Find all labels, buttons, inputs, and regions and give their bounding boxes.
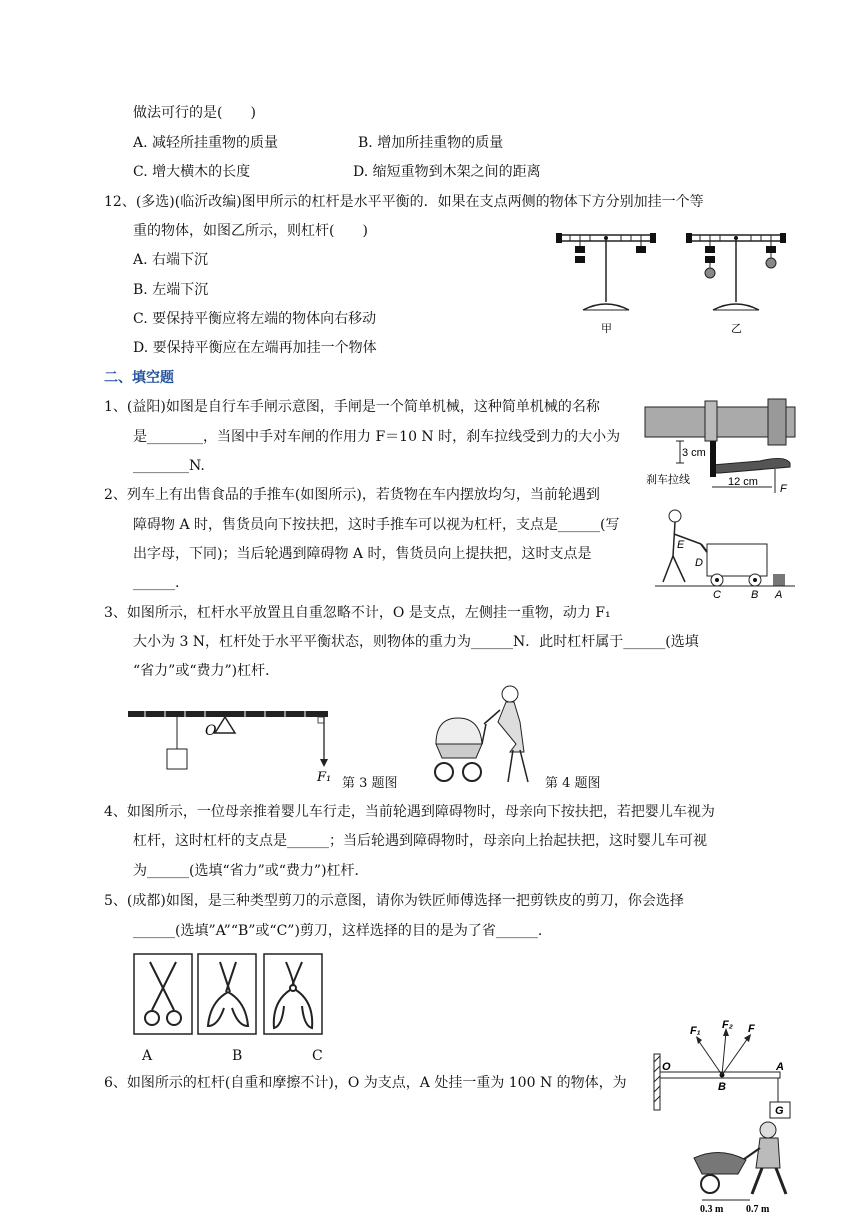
label-yi: 乙 [731,323,742,335]
brake-3cm: 3 cm [682,447,706,459]
l6-a-label: A [776,1061,784,1073]
l6-f2-label: F₂ [722,1019,733,1031]
fill-3: 3、如图所示，杠杆水平放置且自重忽略不计，O 是支点，左侧挂一重物，动力 F₁ [104,605,611,621]
caption-q3: 第 3 题图 [342,776,398,791]
balance-yi [686,233,786,310]
fill-3-cont2: “省力”或“费力”)杠杆． [133,663,280,679]
fill-2-cont3: ______. [133,575,180,591]
lever-f1-label: F₁ [317,770,332,785]
scissors-label-a: A [142,1048,153,1064]
question-12-cont: 重的物体，如图乙所示，则杠杆( ) [133,223,368,239]
fill-4-cont: 杠杆，这时杠杆的支点是______；当后轮遇到障碍物时，母亲向上抬起扶把，这时婴儿车可视 [133,833,707,849]
cart-d: D [695,557,703,569]
fill-4: 4、如图所示，一位母亲推着婴儿车行走，当前轮遇到障碍物时，母亲向下按扶把，若把婴儿车视为 [104,804,715,820]
lever-forces-figure [652,1018,802,1124]
fill-2-cont2: 出字母，下同)；当后轮遇到障碍物 A 时，售货员向上提扶把，这时支点是 [133,546,592,562]
cart-a: A [775,589,783,600]
label-jia: 甲 [601,323,612,335]
fill-5: 5、(成都)如图，是三种类型剪刀的示意图，请你为铁匠师傅选择一把剪铁皮的剪刀，你会选择 [104,893,684,909]
caption-q4: 第 4 题图 [545,776,601,791]
q12-option-b: B. 左端下沉 [133,282,209,298]
scissors-label-b: B [232,1048,243,1064]
question-12: 12、(多选)(临沂改编)图甲所示的杠杆是水平平衡的．如果在支点两侧的物体下方分别加挂一个等 [104,194,704,210]
fill-1-cont2: ________N. [133,458,205,474]
lever-figure [125,705,340,785]
fill-3-cont: 大小为 3 N，杠杆处于水平平衡状态，则物体的重力为______N．此时杠杆属于______(选填 [133,634,699,650]
fill-1-cont: 是________，当图中手对车闸的作用力 F＝10 N 时，刹车拉线受到力的大小为 [133,429,621,445]
option-d: D. 缩短重物到木架之间的距离 [353,164,541,180]
l6-f1-label: F₁ [690,1025,701,1037]
option-b: B. 增加所挂重物的质量 [358,135,504,151]
food-cart-figure [655,508,795,600]
scissors-label-c: C [312,1048,323,1064]
text-line: 做法可行的是( ) [133,105,256,121]
l6-b-label: B [718,1081,726,1093]
wb-07-label: 0.7 m [746,1204,770,1215]
option-a: A. 减轻所挂重物的质量 [133,135,279,151]
option-c: C. 增大横木的长度 [133,164,251,180]
q12-option-c: C. 要保持平衡应将左端的物体向右移动 [133,311,377,327]
fill-2-cont: 障碍物 A 时，售货员向下按扶把，这时手推车可以视为杠杆，支点是______(写 [133,517,620,533]
cart-c: C [713,589,721,600]
cart-b: B [751,589,759,600]
fill-6: 6、如图所示的杠杆(自重和摩擦不计)，O 为支点，A 处挂一重为 100 N 的物体，为 [104,1075,627,1091]
section-heading: 二、填空题 [104,370,174,386]
cart-e: E [677,539,685,551]
fill-2: 2、列车上有出售食品的手推车(如图所示)，若货物在车内摆放均匀，当前轮遇到 [104,487,600,503]
fill-5-cont: ______(选填”A”“B”或“C”)剪刀，这样选择的目的是为了省______. [133,923,543,939]
wb-03-label: 0.3 m [700,1204,724,1215]
q12-option-a: A. 右端下沉 [133,252,209,268]
l6-f-label: F [748,1023,755,1035]
l6-g-label: G [775,1105,784,1117]
stroller-figure [428,682,543,788]
scissors-figure [132,952,332,1036]
fill-4-cont2: 为______(选填“省力”或“费力”)杠杆． [133,863,369,879]
hand-brake-figure [640,395,800,495]
fill-1: 1、(益阳)如图是自行车手闸示意图，手闸是一个简单机械，这种简单机械的名称 [104,399,600,415]
brake-12cm: 12 cm [728,476,758,488]
balance-jia [556,233,656,310]
q12-option-d: D. 要保持平衡应在左端再加挂一个物体 [133,340,377,356]
balance-figure [555,228,805,340]
lever-o-label: O [205,723,217,739]
brake-line-label: 刹车拉线 [646,474,690,486]
brake-f: F [780,483,787,495]
wheelbarrow-figure [690,1118,802,1216]
l6-o-label: O [662,1061,671,1073]
